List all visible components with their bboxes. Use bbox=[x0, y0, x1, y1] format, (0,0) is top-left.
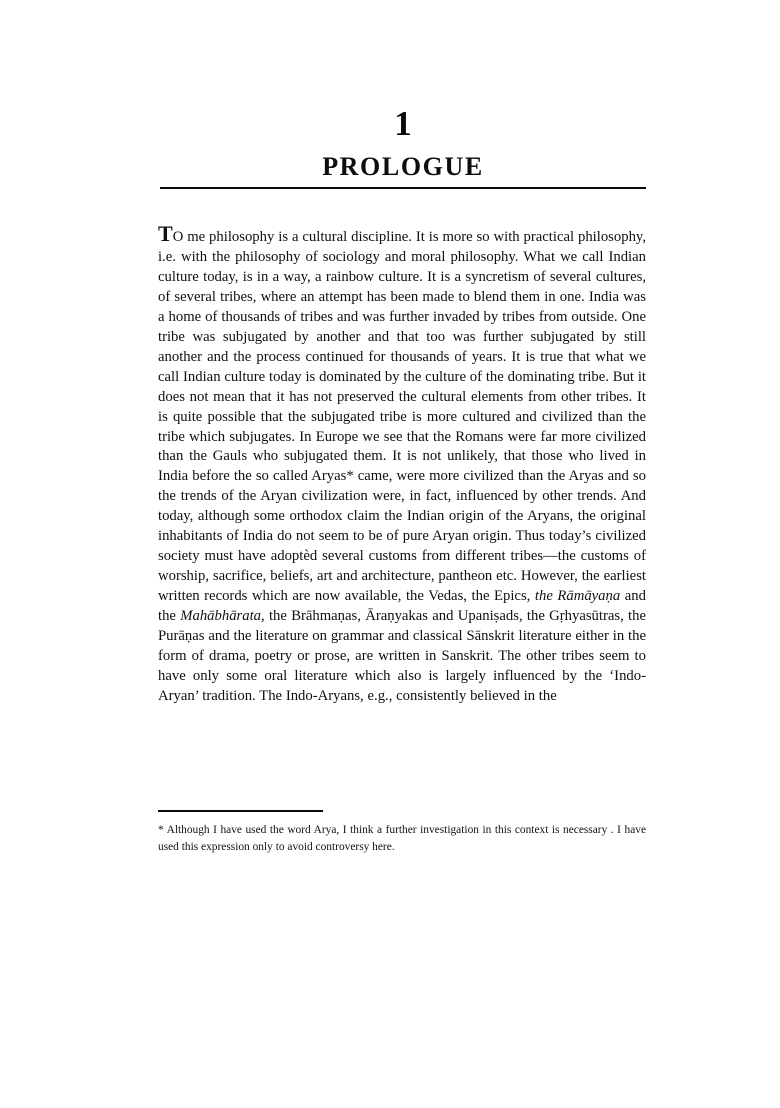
opening-paragraph bbox=[158, 221, 647, 707]
italic-title-ramayana: the Rāmāyaṇa bbox=[534, 588, 621, 605]
footnote-divider-rule bbox=[158, 810, 323, 812]
footnote-block bbox=[158, 822, 646, 855]
italic-title-mahabharata: Mahābhārata, bbox=[180, 608, 265, 625]
chapter-number: 1 bbox=[394, 104, 412, 143]
paragraph-segment-3: the Brāhmaṇas, Āraṇyakas and Upaniṣads, the Gṛhyasūtras, the Purāṇas and the literature on grammar and classical Sānskrit literature either in the form of drama, poetry or prose, are written in Sanskrit. The other tribes seem to have only some oral literature which also is largely influenced by the ‘Indo-Aryan’ tradition. The Indo-Aryans, e.g., consistently believed in the bbox=[158, 608, 647, 704]
paragraph-segment-1: O me philosophy is a cultural discipline. It is more so with practical philosophy, i.e. with the philosophy of sociology and moral philosophy. What we call Indian culture today, is in a way, a rainbow culture. It is a syncretism of several cultures, of several tribes, where an attempt has been made to blend them in one. India was a home of thousands of tribes and was further invaded by tribes from outside. One tribe was subjugated by another and that too was further subjugated by still another and the process continued for thousands of years. It is true that what we call Indian culture today is dominated by the culture of the dominating tribe. But it does not mean that it has not preserved the cultural elements from other tribes. It is quite possible that the subjugated tribe is more cultured and civilized than the tribe which subjugates. In Europe we see that the Romans were far more civilized than the Gauls who subjugated them. It is not unlikely, that those who lived in India before the so called Aryas* came, were more civilized than the Aryas and so the trends of the Aryan civilization were, in fact, influenced by other trends. And today, although some orthodox claim the Indian origin of the Aryans, the original inhabitants of India do not seem to be of pure Aryan origin. Thus today’s civilized society must have adoptèd several customs from different tribes—the customs of worship, sacrifice, beliefs, art and architecture, pantheon etc. However, the earliest written records which are now available, the Vedas, the Epics, bbox=[158, 229, 646, 605]
footnote-text: * Although I have used the word Arya, I think a further investigation in this context is necessary . I have used this expression only to avoid controversy here. bbox=[158, 824, 646, 853]
paragraph-segment-2: and the bbox=[158, 588, 646, 625]
drop-cap-letter: T bbox=[158, 221, 173, 246]
chapter-header bbox=[160, 104, 646, 184]
body-text-column bbox=[158, 221, 647, 707]
header-divider-rule bbox=[160, 187, 646, 189]
chapter-title: PROLOGUE bbox=[322, 152, 484, 181]
